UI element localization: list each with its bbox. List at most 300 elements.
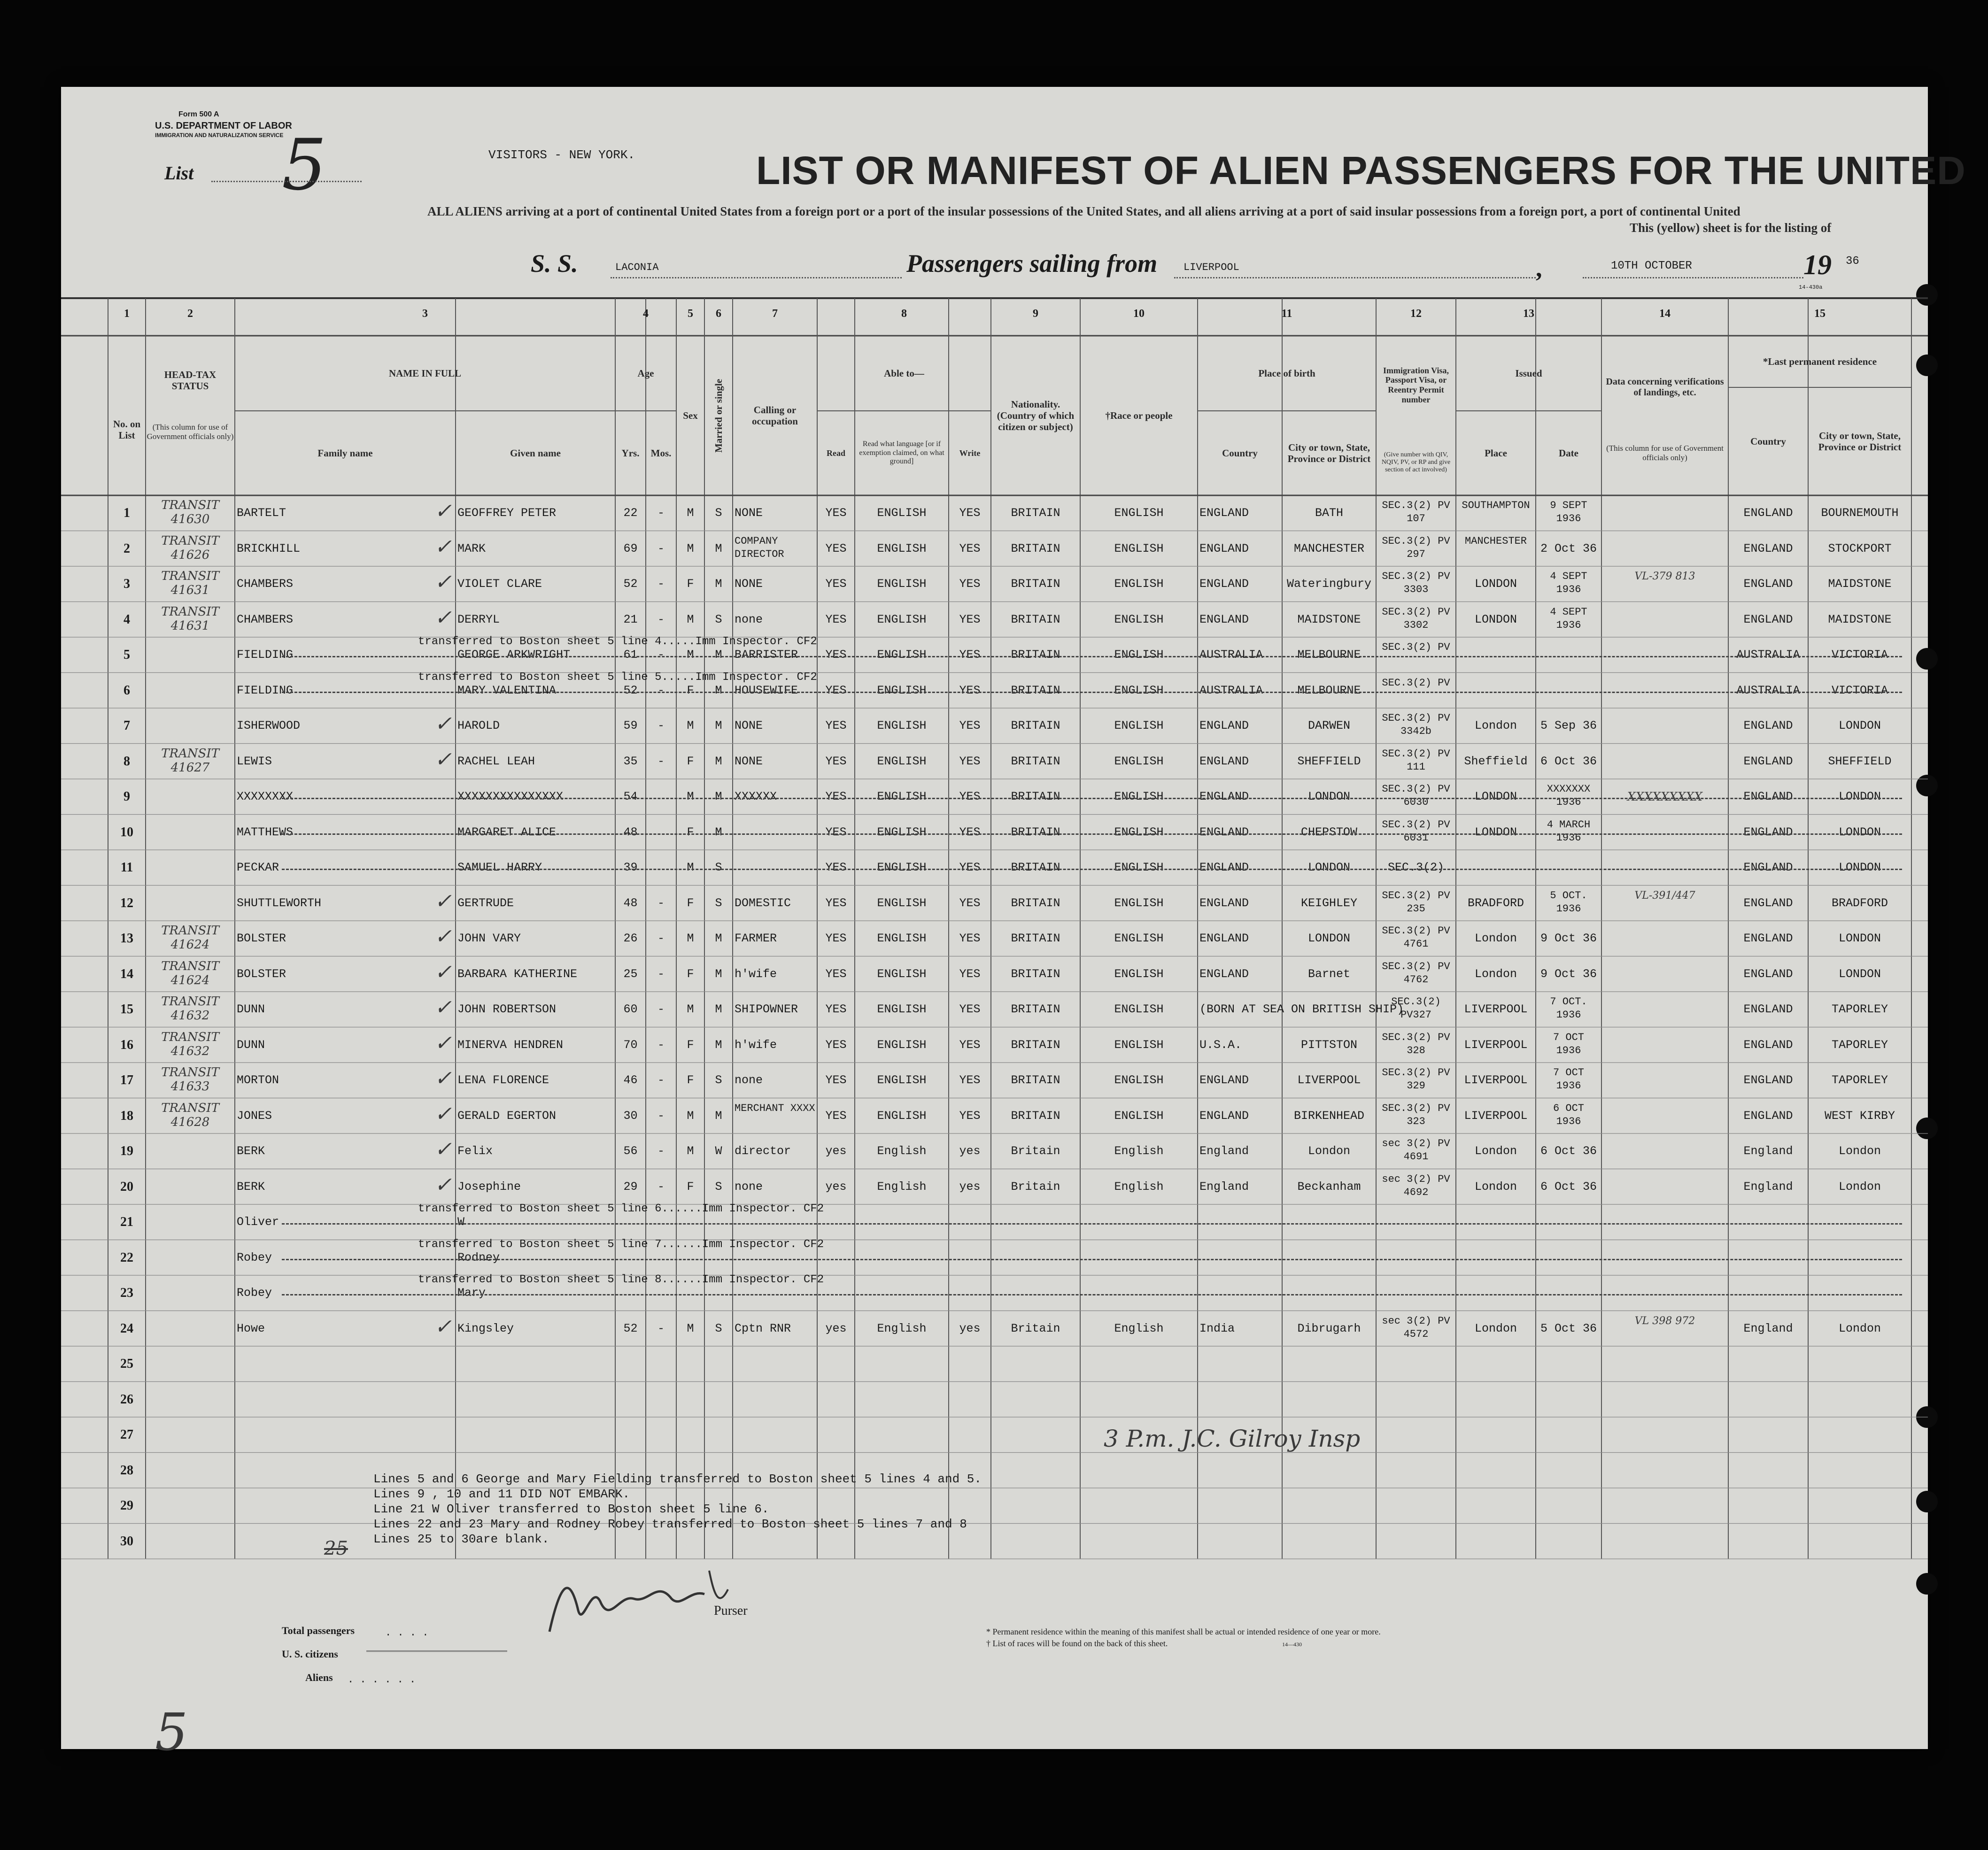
cell-bcountry: ENGLAND xyxy=(1199,896,1249,910)
column-number: 1 xyxy=(124,308,130,320)
cell-nat: BRITAIN xyxy=(1011,861,1060,874)
header-issued-place: Place xyxy=(1485,447,1507,459)
cell-read: YES xyxy=(825,1073,847,1087)
cell-sex: M xyxy=(687,790,694,803)
cell-occ: MERCHANT XXXX xyxy=(735,1102,815,1114)
cell-lang: ENGLISH xyxy=(877,541,927,555)
cell-visa: SEC.3(2) PV 4761 xyxy=(1382,925,1450,950)
cell-rcity: TAPORLEY xyxy=(1831,1038,1888,1052)
cell-mos: - xyxy=(657,1002,665,1016)
ship-label: S. S. xyxy=(531,249,578,278)
cell-family: FIELDING xyxy=(237,648,294,662)
row-number: 16 xyxy=(120,1037,133,1052)
cell-sex: M xyxy=(687,932,694,945)
cell-visa: SEC.3(2) PV 3342b xyxy=(1382,712,1450,737)
cell-yrs: 46 xyxy=(623,1073,638,1087)
cell-bcity: PITTSTON xyxy=(1300,1038,1358,1052)
cell-race: ENGLISH xyxy=(1114,719,1164,732)
cell-bcity: London xyxy=(1307,1144,1350,1158)
cell-read: YES xyxy=(825,896,847,910)
cell-read: YES xyxy=(825,825,847,839)
cell-race: ENGLISH xyxy=(1114,754,1164,768)
header-given-name: Given name xyxy=(510,447,561,459)
cell-read: YES xyxy=(825,506,847,520)
cell-bcountry: ENGLAND xyxy=(1199,612,1249,626)
cell-rcountry: ENGLAND xyxy=(1743,896,1793,910)
cell-read: YES xyxy=(825,1002,847,1016)
cell-visa: SEC.3(2) PV 329 xyxy=(1382,1067,1450,1092)
header-able-to: Able to— xyxy=(884,367,924,379)
cell-lang: ENGLISH xyxy=(877,719,927,732)
cell-given: LENA FLORENCE xyxy=(457,1073,549,1087)
check-mark: ✓ xyxy=(434,925,452,948)
cell-occ: BARRISTER xyxy=(735,648,798,662)
us-citizens-label: U. S. citizens xyxy=(282,1648,338,1660)
check-mark: ✓ xyxy=(434,1137,452,1161)
cell-read: YES xyxy=(825,683,847,697)
cell-bcountry: England xyxy=(1199,1179,1249,1194)
cell-family: LEWIS xyxy=(237,754,272,768)
cell-visa: SEC.3(2) PV 4762 xyxy=(1382,960,1450,986)
cell-read: yes xyxy=(825,1144,847,1158)
cell-bcountry: India xyxy=(1199,1321,1235,1335)
cell-read: yes xyxy=(825,1321,847,1335)
cell-bcountry: ENGLAND xyxy=(1199,825,1249,839)
cell-bcity: KEIGHLEY xyxy=(1300,896,1358,910)
cell-mos: - xyxy=(657,1179,665,1194)
cell-nat: Britain xyxy=(1011,1144,1060,1158)
column-number: 13 xyxy=(1523,308,1534,320)
cell-mos: - xyxy=(657,967,665,981)
cell-nat: BRITAIN xyxy=(1011,541,1060,555)
cell-bcountry: ENGLAND xyxy=(1199,1109,1249,1123)
list-label: List xyxy=(164,162,194,184)
cell-ms: M xyxy=(715,754,722,768)
cell-read: yes xyxy=(825,1179,847,1194)
cell-idate: 9 SEPT 1936 xyxy=(1550,500,1587,524)
cell-race: ENGLISH xyxy=(1114,541,1164,555)
cell-race: English xyxy=(1114,1179,1164,1194)
header-issued-date: Date xyxy=(1559,447,1578,459)
header-verifications: Data concerning verifications of landings, etc. xyxy=(1606,377,1724,398)
cell-write: yes xyxy=(959,1321,981,1335)
check-mark: ✓ xyxy=(434,889,452,913)
cell-sex: F xyxy=(687,577,694,591)
cell-lang: ENGLISH xyxy=(877,967,927,981)
header-sex: Sex xyxy=(683,409,698,421)
header-nationality: Nationality. (Country of which citizen or subject) xyxy=(997,398,1075,433)
cell-write: YES xyxy=(959,967,981,981)
note-line: Lines 5 and 6 George and Mary Fielding transferred to Boston sheet 5 lines 4 and 5. xyxy=(373,1472,982,1486)
column-number: 5 xyxy=(688,308,693,320)
cell-visa: sec 3(2) PV 4572 xyxy=(1382,1315,1450,1340)
cell-yrs: 70 xyxy=(623,1038,638,1052)
cell-rcity: London xyxy=(1838,1179,1881,1194)
cell-occ: HOUSEWIFE xyxy=(735,683,798,697)
subtitle-line-1: ALL ALIENS arriving at a port of continental United States from a foreign port or a port of the insular possessions of the United States, and all aliens arriving at a port of said insular possessions from a foreign port, a port of continental United xyxy=(427,204,1740,218)
cell-nat: BRITAIN xyxy=(1011,1038,1060,1052)
cell-given: GERTRUDE xyxy=(457,896,514,910)
column-number: 15 xyxy=(1814,308,1826,320)
cell-mos: - xyxy=(657,506,665,520)
cell-occ: Cptn RNR xyxy=(735,1321,791,1335)
cell-sex: F xyxy=(687,967,694,981)
cell-tax: TRANSIT 41631 xyxy=(161,569,219,597)
cell-occ: SHIPOWNER xyxy=(735,1002,798,1016)
cell-sex: M xyxy=(687,541,694,555)
cell-family: CHAMBERS xyxy=(237,612,294,626)
cell-nat: BRITAIN xyxy=(1011,506,1060,520)
check-mark: ✓ xyxy=(434,1102,452,1126)
cell-lang: ENGLISH xyxy=(877,577,927,591)
cell-ms: M xyxy=(715,1109,722,1123)
cell-rcity: LONDON xyxy=(1838,790,1881,803)
strike-line xyxy=(282,1259,1902,1260)
year-suffix: 36 xyxy=(1846,255,1859,268)
cell-ms: M xyxy=(715,648,722,662)
cell-place: LIVERPOOL xyxy=(1464,1002,1528,1016)
cell-yrs: 48 xyxy=(623,896,638,910)
cell-write: YES xyxy=(959,683,981,697)
column-number: 7 xyxy=(772,308,778,320)
cell-given: W xyxy=(457,1215,465,1229)
header-head-tax-note: (This column for use of Government officials only) xyxy=(147,423,234,441)
cell-write: YES xyxy=(959,648,981,662)
cell-family: FIELDING xyxy=(237,683,294,697)
cell-family: XXXXXXXX xyxy=(237,790,294,803)
check-mark: ✓ xyxy=(434,534,452,559)
cell-lang: English xyxy=(877,1321,927,1335)
cell-nat: BRITAIN xyxy=(1011,577,1060,591)
cell-sex: F xyxy=(687,896,694,910)
cell-yrs: 52 xyxy=(623,577,638,591)
cell-visa: SEC.3(2) PV xyxy=(1382,641,1450,653)
page-title: LIST OR MANIFEST OF ALIEN PASSENGERS FOR THE UNITED xyxy=(756,148,1966,193)
cell-family: MORTON xyxy=(237,1073,279,1087)
cell-given: Josephine xyxy=(457,1179,521,1194)
cell-rcountry: ENGLAND xyxy=(1743,1073,1793,1087)
cell-given: GEOFFREY PETER xyxy=(457,506,557,520)
cell-rcountry: ENGLAND xyxy=(1743,790,1793,803)
cell-tax: TRANSIT 41628 xyxy=(161,1101,219,1129)
total-passengers-label: Total passengers xyxy=(282,1625,355,1636)
row-number: 27 xyxy=(120,1427,133,1442)
cell-yrs: 52 xyxy=(623,1321,638,1335)
row-number: 13 xyxy=(120,931,133,946)
cell-nat: BRITAIN xyxy=(1011,790,1060,803)
cell-visa: SEC.3(2) PV 3302 xyxy=(1382,606,1450,631)
cell-rcity: LONDON xyxy=(1838,932,1881,945)
cell-bcountry: ENGLAND xyxy=(1199,506,1249,520)
cell-family: BRICKHILL xyxy=(237,541,301,555)
transfer-note: transferred to Boston sheet 5 line 8......Imm Inspector. CF2 xyxy=(418,1273,824,1286)
row-number: 6 xyxy=(124,683,130,698)
cell-write: YES xyxy=(959,754,981,768)
year-prefix: 19 xyxy=(1803,249,1832,280)
cell-yrs: 48 xyxy=(623,825,638,839)
cell-bcity: Wateringbury xyxy=(1286,577,1372,591)
cell-nat: BRITAIN xyxy=(1011,825,1060,839)
header-head-tax: HEAD-TAX STATUS xyxy=(164,369,217,392)
cell-bcity: MELBOURNE xyxy=(1297,648,1361,662)
row-number: 2 xyxy=(124,541,130,556)
comma: , xyxy=(1536,254,1542,282)
row-number: 9 xyxy=(124,789,130,804)
cell-lang: ENGLISH xyxy=(877,754,927,768)
cell-rcity: VICTORIA xyxy=(1831,648,1888,662)
cell-rcity: SHEFFIELD xyxy=(1828,754,1892,768)
row-number: 15 xyxy=(120,1002,133,1017)
cell-tax: TRANSIT 41633 xyxy=(161,1065,219,1094)
cell-read: YES xyxy=(825,861,847,874)
cell-rcity: TAPORLEY xyxy=(1831,1002,1888,1016)
cell-read: YES xyxy=(825,1109,847,1123)
cell-visa: SEC.3(2) PV 3303 xyxy=(1382,570,1450,595)
cell-write: YES xyxy=(959,1073,981,1087)
cell-given: SAMUEL HARRY xyxy=(457,861,542,874)
check-mark: ✓ xyxy=(434,605,452,630)
cell-rcity: LONDON xyxy=(1838,719,1881,732)
cell-family: PECKAR xyxy=(237,861,279,874)
check-mark: ✓ xyxy=(434,1031,452,1055)
cell-ms: M xyxy=(715,1038,722,1052)
visitors-stamp: VISITORS - NEW YORK. xyxy=(488,148,635,162)
cell-family: BOLSTER xyxy=(237,932,286,945)
header-race: †Race or people xyxy=(1105,409,1173,421)
cell-occ: FARMER xyxy=(735,932,777,945)
cell-mos: - xyxy=(657,1038,665,1052)
cell-rcountry: England xyxy=(1743,1321,1793,1335)
cell-sex: M xyxy=(687,861,694,874)
cell-tax: TRANSIT 41630 xyxy=(161,498,219,526)
cell-lang: ENGLISH xyxy=(877,683,927,697)
cell-write: YES xyxy=(959,790,981,803)
cell-family: BOLSTER xyxy=(237,967,286,981)
cell-bcountry: England xyxy=(1199,1144,1249,1158)
cell-bcity: MAIDSTONE xyxy=(1297,612,1361,626)
cell-ms: M xyxy=(715,1002,722,1016)
cell-sex: F xyxy=(687,754,694,768)
cell-visa: SEC.3(2) PV xyxy=(1382,677,1450,689)
cell-place: LONDON xyxy=(1474,577,1517,591)
cell-occ: NONE xyxy=(735,577,763,591)
corner-code: 14-430a xyxy=(1799,284,1823,291)
cell-lang: ENGLISH xyxy=(877,932,927,945)
cell-rcity: LONDON xyxy=(1838,967,1881,981)
cell-family: ISHERWOOD xyxy=(237,719,301,732)
cell-write: yes xyxy=(959,1179,981,1194)
cell-bcity: LIVERPOOL xyxy=(1297,1073,1361,1087)
row-number: 7 xyxy=(124,718,130,733)
cell-bcountry: ENGLAND xyxy=(1199,861,1249,874)
strike-line xyxy=(282,798,1902,799)
cell-yrs: 30 xyxy=(623,1109,638,1123)
handwritten-count: 25 xyxy=(324,1538,348,1559)
aliens-label: Aliens xyxy=(305,1672,333,1683)
cell-nat: BRITAIN xyxy=(1011,932,1060,945)
cell-place: London xyxy=(1474,932,1517,945)
cell-rcity: BRADFORD xyxy=(1831,896,1888,910)
row-number: 18 xyxy=(120,1108,133,1123)
row-number: 28 xyxy=(120,1463,133,1478)
cell-yrs: 29 xyxy=(623,1179,638,1194)
cell-idate: 6 Oct 36 xyxy=(1540,754,1597,768)
cell-occ: NONE xyxy=(735,719,763,732)
row-number: 4 xyxy=(124,612,130,627)
cell-place: LIVERPOOL xyxy=(1464,1109,1528,1123)
cell-family: Oliver xyxy=(237,1215,279,1229)
cell-race: ENGLISH xyxy=(1114,861,1164,874)
cell-ms: S xyxy=(715,1073,722,1087)
cell-idate: 9 Oct 36 xyxy=(1540,967,1597,981)
strike-line xyxy=(282,833,1902,835)
cell-read: YES xyxy=(825,932,847,945)
check-mark: ✓ xyxy=(434,995,452,1019)
cell-sex: M xyxy=(687,1109,694,1123)
cell-tax: TRANSIT 41632 xyxy=(161,1030,219,1058)
cell-tax: TRANSIT 41626 xyxy=(161,533,219,562)
cell-occ: XXXXXX xyxy=(735,790,777,803)
cell-visa: SEC.3(2) PV 6031 xyxy=(1382,818,1450,844)
header-read: Read xyxy=(827,448,845,458)
cell-bcountry: ENGLAND xyxy=(1199,1073,1249,1087)
cell-tax: TRANSIT 41632 xyxy=(161,994,219,1023)
cell-write: YES xyxy=(959,1038,981,1052)
column-number: 14 xyxy=(1659,308,1671,320)
header-write: Write xyxy=(959,448,981,458)
cell-rcity: VICTORIA xyxy=(1831,683,1888,697)
cell-occ: NONE xyxy=(735,754,763,768)
row-number: 21 xyxy=(120,1215,133,1229)
list-number: 5 xyxy=(282,124,327,206)
cell-tax: TRANSIT 41624 xyxy=(161,959,219,987)
cell-idate: 6 OCT 1936 xyxy=(1553,1102,1584,1127)
cell-ms: M xyxy=(715,719,722,732)
cell-mos: - xyxy=(657,577,665,591)
cell-rcity: WEST KIRBY xyxy=(1824,1109,1895,1123)
cell-rcountry: AUSTRALIA xyxy=(1736,683,1800,697)
cell-bcity: Beckanham xyxy=(1297,1179,1361,1194)
cell-race: English xyxy=(1114,1144,1164,1158)
cell-given: XXXXXXXXXXXXXXX xyxy=(457,790,564,803)
note-line: Lines 9 , 10 and 11 DID NOT EMBARK. xyxy=(373,1487,630,1501)
cell-nat: Britain xyxy=(1011,1321,1060,1335)
cell-sex: M xyxy=(687,612,694,626)
subtitle-line-2: This (yellow) sheet is for the listing of xyxy=(1630,221,1832,235)
cell-given: GERALD EGERTON xyxy=(457,1109,557,1123)
cell-given: BARBARA KATHERINE xyxy=(457,967,578,981)
header-mos: Mos. xyxy=(650,447,672,459)
cell-idate: 7 OCT 1936 xyxy=(1553,1031,1584,1056)
cell-place: SOUTHAMPTON xyxy=(1462,500,1530,511)
row-number: 26 xyxy=(120,1392,133,1407)
cell-tax: TRANSIT 41631 xyxy=(161,604,219,633)
row-number: 23 xyxy=(120,1286,133,1300)
cell-race: ENGLISH xyxy=(1114,577,1164,591)
cell-rcountry: ENGLAND xyxy=(1743,506,1793,520)
cell-visa: SEC.3(2) PV327 xyxy=(1391,996,1441,1021)
cell-idate: 5 Sep 36 xyxy=(1540,719,1597,732)
cell-rcountry: England xyxy=(1743,1144,1793,1158)
cell-sex: M xyxy=(687,719,694,732)
cell-ms: S xyxy=(715,1321,722,1335)
cell-mos: - xyxy=(657,932,665,945)
cell-verif: VL-391/447 xyxy=(1634,889,1695,902)
cell-lang: ENGLISH xyxy=(877,861,927,874)
column-number: 2 xyxy=(187,308,193,320)
cell-read: YES xyxy=(825,612,847,626)
cell-rcountry: ENGLAND xyxy=(1743,1109,1793,1123)
cell-verif: VL 398 972 xyxy=(1634,1315,1695,1327)
transfer-note: transferred to Boston sheet 5 line 7......Imm Inspector. CF2 xyxy=(418,1238,824,1251)
column-number: 12 xyxy=(1410,308,1422,320)
cell-ms: M xyxy=(715,683,722,697)
check-mark: ✓ xyxy=(434,960,452,984)
cell-ms: M xyxy=(715,790,722,803)
cell-visa: SEC.3(2) PV 6030 xyxy=(1382,783,1450,808)
cell-race: ENGLISH xyxy=(1114,683,1164,697)
cell-mos: - xyxy=(657,683,665,697)
cell-rcity: LONDON xyxy=(1838,825,1881,839)
cell-lang: ENGLISH xyxy=(877,506,927,520)
header-married: Married or single xyxy=(712,378,724,453)
cell-rcountry: ENGLAND xyxy=(1743,1038,1793,1052)
cell-rcountry: ENGLAND xyxy=(1743,541,1793,555)
cell-race: ENGLISH xyxy=(1114,506,1164,520)
sailing-label: Passengers sailing from xyxy=(906,249,1158,278)
cell-occ: DOMESTIC xyxy=(735,896,791,910)
cell-mos: - xyxy=(657,1109,665,1123)
cell-rcity: TAPORLEY xyxy=(1831,1073,1888,1087)
cell-read: YES xyxy=(825,648,847,662)
cell-given: JOHN VARY xyxy=(457,932,521,945)
cell-yrs: 21 xyxy=(623,612,638,626)
cell-tax: TRANSIT 41624 xyxy=(161,924,219,952)
cell-yrs: 69 xyxy=(623,541,638,555)
cell-ms: W xyxy=(715,1144,722,1158)
cell-place: LIVERPOOL xyxy=(1464,1073,1528,1087)
cell-given: HAROLD xyxy=(457,719,500,732)
cell-occ: h'wife xyxy=(735,1038,777,1052)
cell-bcity: LONDON xyxy=(1307,790,1350,803)
cell-lang: ENGLISH xyxy=(877,1109,927,1123)
cell-idate: 9 Oct 36 xyxy=(1540,932,1597,945)
header-no-on-list: No. on List xyxy=(113,418,141,441)
cell-mos: - xyxy=(657,896,665,910)
cell-idate: 7 OCT 1936 xyxy=(1553,1067,1584,1092)
cell-given: MARGARET ALICE xyxy=(457,825,557,839)
cell-write: YES xyxy=(959,861,981,874)
cell-nat: BRITAIN xyxy=(1011,683,1060,697)
cell-nat: BRITAIN xyxy=(1011,754,1060,768)
cell-place: MANCHESTER xyxy=(1464,535,1527,547)
cell-race: ENGLISH xyxy=(1114,1073,1164,1087)
cell-bcountry: ENGLAND xyxy=(1199,541,1249,555)
row-number: 29 xyxy=(120,1498,133,1513)
cell-family: BERK xyxy=(237,1179,265,1194)
cell-bcountry: ENGLAND xyxy=(1199,719,1249,732)
ship-name: LACONIA xyxy=(615,262,659,273)
cell-bcity: CHEPSTOW xyxy=(1300,825,1358,839)
cell-bcountry: ENGLAND xyxy=(1199,577,1249,591)
cell-visa: SEC.3(2) PV 328 xyxy=(1382,1031,1450,1056)
cell-occ: none xyxy=(735,1073,763,1087)
cell-occ: none xyxy=(735,612,763,626)
cell-rcity: MAIDSTONE xyxy=(1828,612,1892,626)
cell-sex: M xyxy=(687,506,694,520)
cell-rcountry: ENGLAND xyxy=(1743,754,1793,768)
row-number: 24 xyxy=(120,1321,133,1336)
